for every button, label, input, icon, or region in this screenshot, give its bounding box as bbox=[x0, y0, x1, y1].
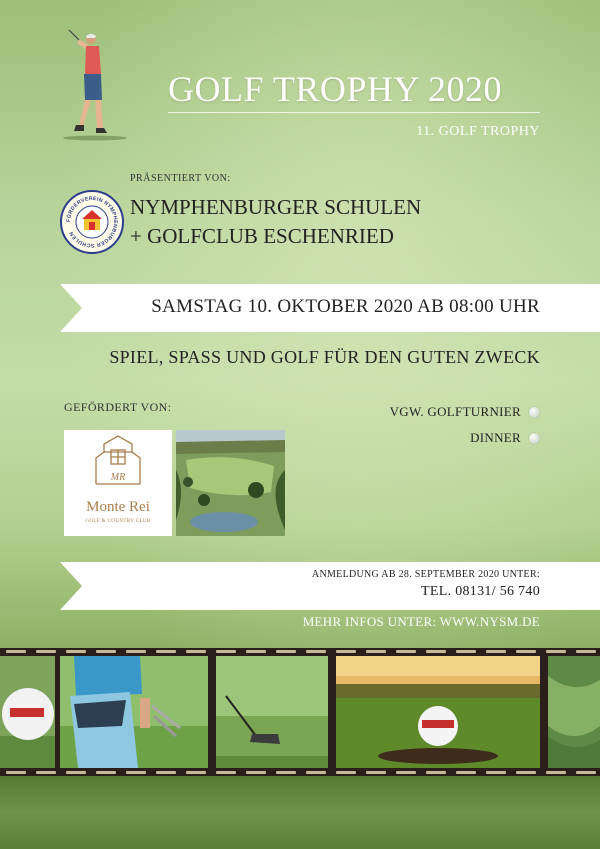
sprocket-hole bbox=[96, 771, 116, 774]
event-date: SAMSTAG 10. OKTOBER 2020 AB 08:00 UHR bbox=[151, 296, 540, 317]
sprocket-hole bbox=[66, 650, 86, 653]
feature-label: VGW. GOLFTURNIER bbox=[389, 404, 521, 419]
sprocket-hole bbox=[186, 650, 206, 653]
event-subtitle: 11. GOLF TROPHY bbox=[416, 124, 540, 139]
sprocket-hole bbox=[546, 650, 566, 653]
photo-ball-near-hole bbox=[336, 656, 540, 768]
feature-golf-tournament bbox=[390, 404, 540, 420]
sprocket-hole bbox=[366, 771, 386, 774]
sprocket-hole bbox=[396, 650, 416, 653]
sprocket-hole bbox=[36, 771, 56, 774]
sprocket-hole bbox=[306, 650, 326, 653]
sprocket-hole bbox=[456, 771, 476, 774]
bullet-icon bbox=[529, 433, 540, 444]
sprocket-hole bbox=[516, 650, 536, 653]
sprocket-hole bbox=[66, 771, 86, 774]
feature-label: DINNER bbox=[470, 430, 521, 445]
sprocket-hole bbox=[366, 650, 386, 653]
logo-tagline: GOLF & COUNTRY CLUB bbox=[85, 519, 151, 524]
more-info-link[interactable]: MEHR INFOS UNTER: WWW.NYSM.DE bbox=[302, 614, 540, 629]
sprocket-hole bbox=[246, 771, 266, 774]
registration-phone: TEL. 08131/ 56 740 bbox=[421, 584, 540, 599]
sprocket-hole bbox=[516, 771, 536, 774]
photo-golf-ball bbox=[0, 656, 55, 768]
sprocket-hole bbox=[276, 650, 296, 653]
badge-text: FÖRDERVEREIN NYMPHENBURGER SCHULEN bbox=[65, 195, 119, 249]
sprocket-hole bbox=[36, 650, 56, 653]
sprocket-hole bbox=[486, 650, 506, 653]
sprocket-hole bbox=[216, 771, 236, 774]
title-divider bbox=[168, 112, 540, 113]
presented-by-label: PRÄSENTIERT VON: bbox=[130, 173, 231, 184]
logo-name: Monte Rei bbox=[86, 499, 150, 515]
sprocket-hole bbox=[186, 771, 206, 774]
sprocket-hole bbox=[336, 771, 356, 774]
presenter-line-2: + GOLFCLUB ESCHENRIED bbox=[130, 224, 394, 248]
monte-rei-logo bbox=[64, 430, 172, 536]
school-badge-logo bbox=[60, 190, 124, 254]
registration-text: ANMELDUNG AB 28. SEPTEMBER 2020 UNTER: bbox=[311, 569, 540, 580]
sprocket-hole bbox=[576, 650, 596, 653]
logo-monogram: MR bbox=[110, 472, 126, 483]
grass-footer bbox=[0, 776, 600, 849]
sprocket-hole bbox=[156, 771, 176, 774]
sprocket-hole bbox=[576, 771, 596, 774]
sprocket-hole bbox=[396, 771, 416, 774]
sprocket-hole bbox=[156, 650, 176, 653]
event-cause: SPIEL, SPASS UND GOLF FÜR DEN GUTEN ZWECK bbox=[109, 347, 540, 367]
sprocket-hole bbox=[426, 650, 446, 653]
photo-golf-fairway bbox=[548, 656, 600, 768]
sprocket-hole bbox=[246, 650, 266, 653]
sprocket-hole bbox=[546, 771, 566, 774]
photo-golf-club bbox=[216, 656, 328, 768]
sponsored-by-label: GEFÖRDERT VON: bbox=[64, 400, 172, 414]
sprocket-hole bbox=[126, 650, 146, 653]
sprocket-hole bbox=[96, 650, 116, 653]
golf-course-photo bbox=[176, 430, 285, 536]
feature-dinner bbox=[470, 430, 540, 446]
sprocket-hole bbox=[456, 650, 476, 653]
sprocket-hole bbox=[6, 771, 26, 774]
sprocket-hole bbox=[6, 650, 26, 653]
golfer-illustration bbox=[55, 28, 140, 143]
sprocket-hole bbox=[336, 650, 356, 653]
bullet-icon bbox=[529, 407, 540, 418]
photo-golf-bag bbox=[60, 656, 208, 768]
sprocket-hole bbox=[426, 771, 446, 774]
presenter-line-1: NYMPHENBURGER SCHULEN bbox=[130, 195, 422, 219]
filmstrip bbox=[0, 648, 600, 776]
sprocket-hole bbox=[276, 771, 296, 774]
sprocket-hole bbox=[306, 771, 326, 774]
sprocket-hole bbox=[216, 650, 236, 653]
presenter-names bbox=[130, 193, 421, 251]
svg-text:FÖRDERVEREIN NYMPHENBURGER SCH bbox=[65, 196, 118, 248]
event-title: GOLF TROPHY 2020 bbox=[168, 69, 503, 109]
sprocket-hole bbox=[486, 771, 506, 774]
sprocket-hole bbox=[126, 771, 146, 774]
